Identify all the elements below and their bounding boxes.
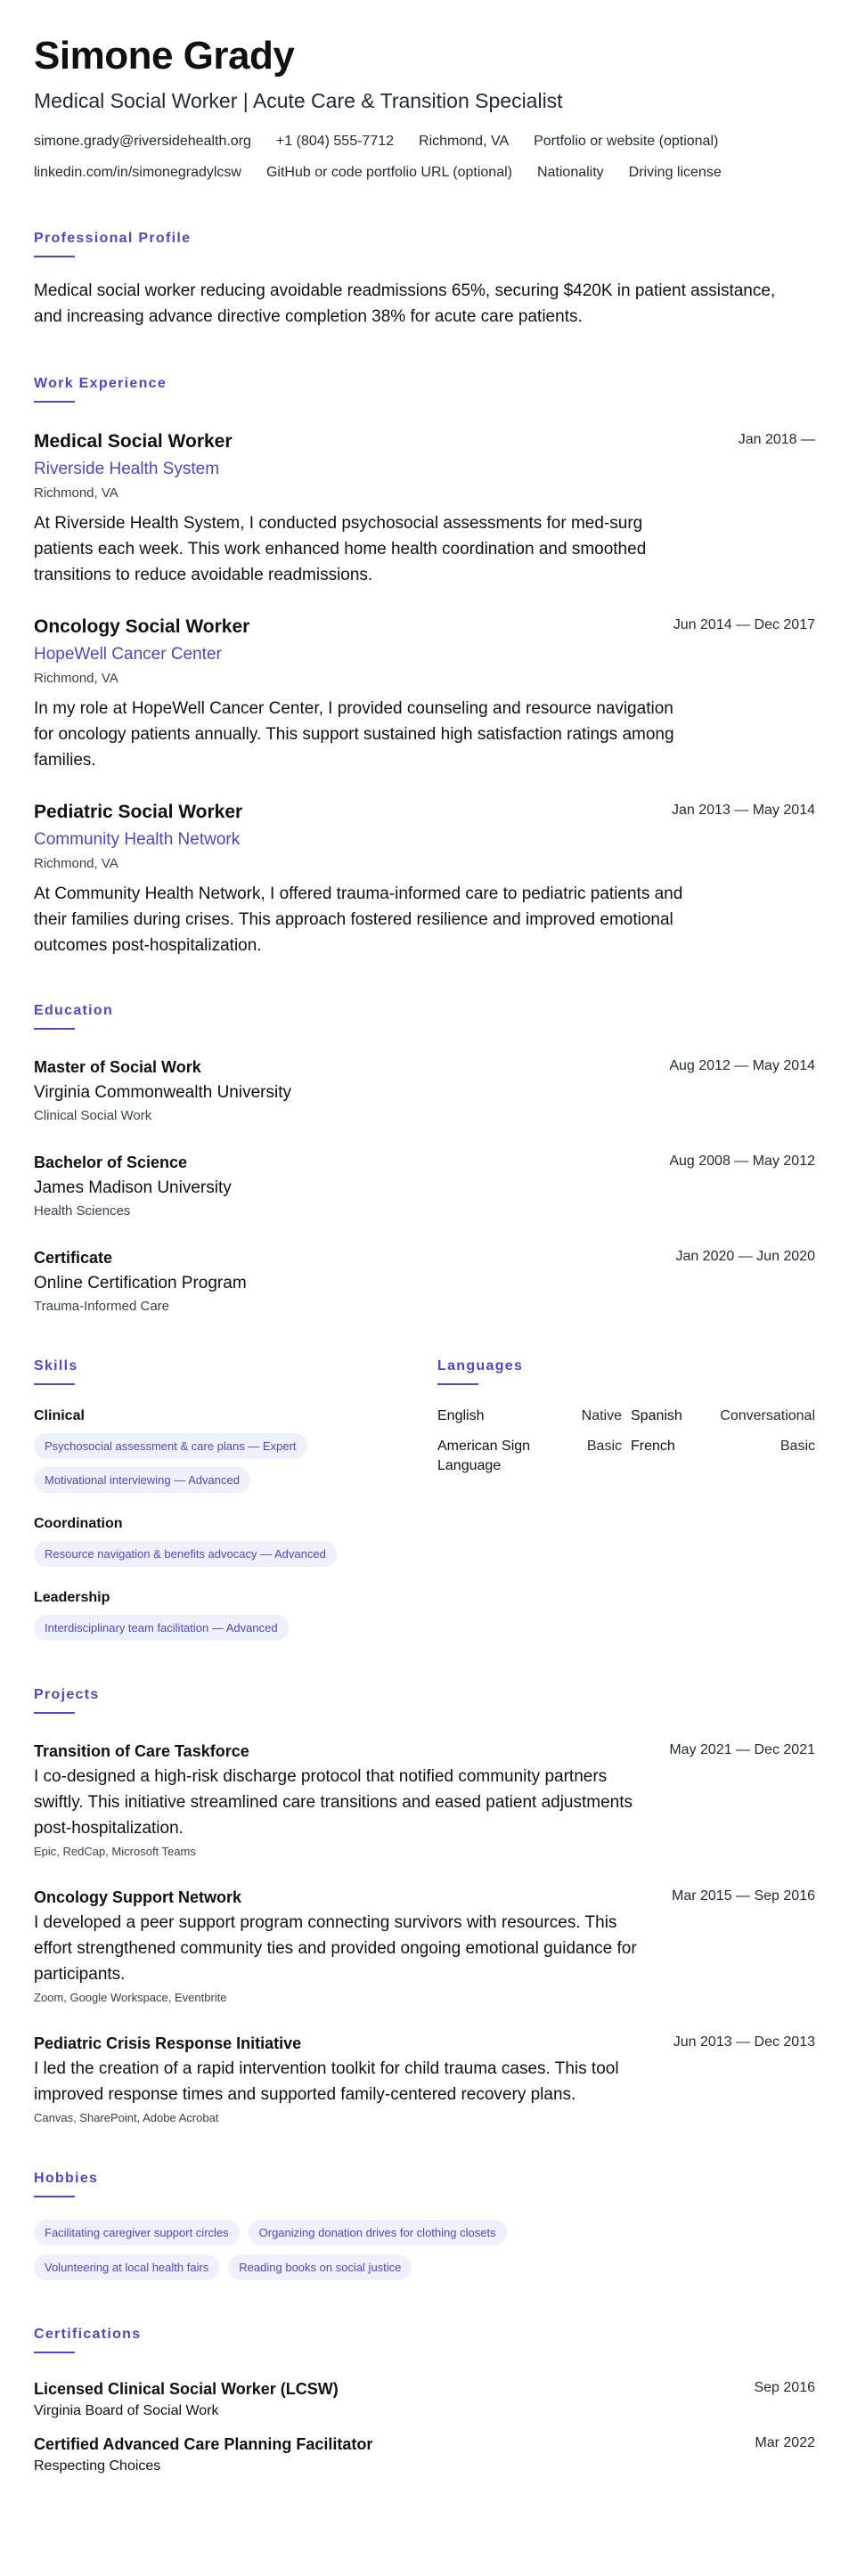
job-location: Richmond, VA: [34, 671, 118, 686]
project-name: Transition of Care Taskforce: [34, 1742, 249, 1760]
skill-chip: Resource navigation & benefits advocacy — Advanced: [34, 1541, 337, 1567]
email-link[interactable]: simone.grady@riversidehealth.org: [34, 134, 251, 149]
education-dates: Jan 2020 — Jun 2020: [675, 1249, 815, 1264]
profile-summary: Medical social worker reducing avoidable readmissions 65%, securing $420K in patient assistance, and increasing advance directive completion 38% for acute care patients.: [34, 281, 776, 326]
skill-chip: Interdisciplinary team facilitation — Advanced: [34, 1615, 289, 1641]
school: James Madison University: [34, 1178, 232, 1197]
experience-section: [34, 374, 815, 958]
section-divider: [34, 1383, 75, 1385]
project-entry: [34, 2033, 815, 2126]
job-description: In my role at HopeWell Cancer Center, I provided counseling and resource navigation for oncology patients annually. This support sustained high satisfaction ratings among families.: [34, 699, 674, 770]
language-level: Basic: [586, 1439, 622, 1454]
section-title: Work Experience: [34, 376, 167, 391]
phone-number[interactable]: +1 (804) 555-7712: [275, 134, 395, 149]
certification-issuer: Virginia Board of Social Work: [34, 2403, 219, 2418]
project-description: I co-designed a high-risk discharge protocol that notified community partners swiftly. This initiative streamlined care transitions and eased patient adjustments post-hospitalization.: [34, 1767, 633, 1838]
hobby-chip: Organizing donation drives for clothing closets: [249, 2220, 507, 2246]
contact-row-2: [34, 163, 815, 183]
certification-name: Licensed Clinical Social Worker (LCSW): [34, 2380, 339, 2398]
profile-section: [34, 229, 815, 330]
section-title: Skills: [34, 1358, 78, 1374]
job-description: At Community Health Network, I offered trauma-informed care to pediatric patients and their families during crises. This approach fostered resilience and improved emotional outcomes post-hospitalization.: [34, 884, 683, 955]
project-dates: Jun 2013 — Dec 2013: [673, 2034, 815, 2050]
project-tools: Epic, RedCap, Microsoft Teams: [34, 1845, 196, 1858]
language-level: Basic: [780, 1439, 815, 1454]
project-entry: [34, 1740, 815, 1860]
skill-group-title: Coordination: [34, 1516, 123, 1531]
job-company: Community Health Network: [34, 830, 241, 849]
skill-chips: [34, 1541, 437, 1567]
resume-header: [34, 34, 815, 183]
section-title: Languages: [437, 1358, 524, 1374]
degree: Bachelor of Science: [34, 1153, 188, 1171]
language-item: [631, 1437, 815, 1476]
certification-entry: [34, 2433, 815, 2476]
language-name: English: [437, 1408, 485, 1423]
skills-section: [34, 1357, 437, 1641]
language-name: American Sign Language: [437, 1439, 531, 1473]
job-dates: Jan 2013 — May 2014: [672, 803, 815, 818]
field-of-study: Trauma-Informed Care: [34, 1299, 169, 1314]
language-level: Conversational: [720, 1408, 815, 1423]
language-name: Spanish: [631, 1408, 682, 1423]
language-item: [437, 1437, 622, 1476]
job-location: Richmond, VA: [34, 485, 118, 501]
headline: Medical Social Worker | Acute Care & Transition Specialist: [34, 89, 563, 112]
portfolio-link[interactable]: Portfolio or website (optional): [534, 134, 719, 149]
section-divider: [34, 1028, 75, 1030]
languages-section: [437, 1357, 815, 1641]
project-entry: [34, 1887, 815, 2006]
education-entry: [34, 1152, 815, 1220]
education-entry: [34, 1247, 815, 1316]
certification-name: Certified Advanced Care Planning Facilitator: [34, 2435, 373, 2453]
hobby-chip: Volunteering at local health fairs: [34, 2254, 219, 2280]
skill-group-title: Leadership: [34, 1590, 110, 1605]
github-link[interactable]: GitHub or code portfolio URL (optional): [265, 165, 512, 180]
linkedin-link[interactable]: linkedin.com/in/simonegradylcsw: [34, 165, 241, 180]
degree: Master of Social Work: [34, 1058, 201, 1076]
hobby-chip: Facilitating caregiver support circles: [34, 2220, 240, 2246]
hobby-chip: Reading books on social justice: [228, 2254, 412, 2280]
section-title: Education: [34, 1003, 114, 1018]
education-dates: Aug 2012 — May 2014: [669, 1058, 815, 1073]
job-dates: Jan 2018 —: [738, 432, 815, 447]
education-dates: Aug 2008 — May 2012: [669, 1153, 815, 1169]
section-title: Certifications: [34, 2327, 142, 2342]
project-name: Oncology Support Network: [34, 1888, 242, 1906]
job-title: Pediatric Social Worker: [34, 802, 243, 822]
section-title: Hobbies: [34, 2171, 99, 2186]
language-item: [631, 1406, 815, 1426]
contact-row-1: [34, 132, 815, 151]
certification-date: Sep 2016: [754, 2380, 815, 2395]
project-description: I led the creation of a rapid intervention toolkit for child trauma cases. This tool improved response times and supported family-centered recovery plans.: [34, 2059, 619, 2104]
job-location: Richmond, VA: [34, 856, 118, 871]
location: Richmond, VA: [419, 134, 510, 149]
nationality: Nationality: [536, 165, 604, 180]
section-divider: [34, 1712, 75, 1714]
language-level: Native: [581, 1408, 622, 1423]
language-name: French: [631, 1439, 675, 1454]
school: Online Certification Program: [34, 1274, 247, 1292]
degree: Certificate: [34, 1249, 113, 1267]
section-divider: [437, 1383, 478, 1385]
skill-group-title: Clinical: [34, 1408, 85, 1423]
project-tools: Canvas, SharePoint, Adobe Acrobat: [34, 2111, 219, 2124]
job-company: HopeWell Cancer Center: [34, 645, 222, 664]
section-divider: [34, 2196, 75, 2197]
job-entry: [34, 430, 815, 588]
field-of-study: Clinical Social Work: [34, 1108, 152, 1123]
project-dates: Mar 2015 — Sep 2016: [672, 1888, 815, 1903]
skill-chip: Motivational interviewing — Advanced: [34, 1467, 250, 1493]
skill-chips: [34, 1433, 437, 1493]
projects-section: [34, 1685, 815, 2126]
skill-chip: Psychosocial assessment & care plans — Expert: [34, 1433, 307, 1459]
section-divider: [34, 2352, 75, 2353]
hobby-chips: [34, 2220, 640, 2280]
certifications-section: [34, 2325, 815, 2476]
skill-chips: [34, 1615, 437, 1641]
field-of-study: Health Sciences: [34, 1203, 131, 1219]
job-description: At Riverside Health System, I conducted psychosocial assessments for med-surg patients each week. This work enhanced home health coordination and smoothed transitions to reduce avoidable readmissions.: [34, 514, 647, 584]
certification-date: Mar 2022: [755, 2435, 815, 2450]
education-section: [34, 1001, 815, 1316]
language-item: [437, 1406, 622, 1426]
project-name: Pediatric Crisis Response Initiative: [34, 2034, 302, 2052]
education-entry: [34, 1056, 815, 1125]
job-title: Oncology Social Worker: [34, 616, 250, 637]
section-title: Professional Profile: [34, 231, 192, 246]
section-title: Projects: [34, 1687, 100, 1702]
job-company: Riverside Health System: [34, 460, 220, 478]
project-description: I developed a peer support program connecting survivors with resources. This effort strengthened community ties and provided ongoing emotional guidance for participants.: [34, 1913, 637, 1984]
driving-license: Driving license: [628, 165, 722, 180]
project-dates: May 2021 — Dec 2021: [669, 1742, 815, 1757]
certification-entry: [34, 2378, 815, 2421]
person-name: Simone Grady: [34, 34, 295, 77]
project-tools: Zoom, Google Workspace, Eventbrite: [34, 1991, 227, 2004]
job-title: Medical Social Worker: [34, 431, 233, 452]
section-divider: [34, 401, 75, 403]
school: Virginia Commonwealth University: [34, 1083, 291, 1102]
hobbies-section: [34, 2169, 815, 2280]
job-entry: [34, 615, 815, 773]
skills-languages-row: [34, 1357, 815, 1641]
job-entry: [34, 801, 815, 958]
certification-issuer: Respecting Choices: [34, 2458, 161, 2474]
language-list: [437, 1406, 815, 1476]
job-dates: Jun 2014 — Dec 2017: [673, 617, 815, 632]
section-divider: [34, 256, 75, 257]
